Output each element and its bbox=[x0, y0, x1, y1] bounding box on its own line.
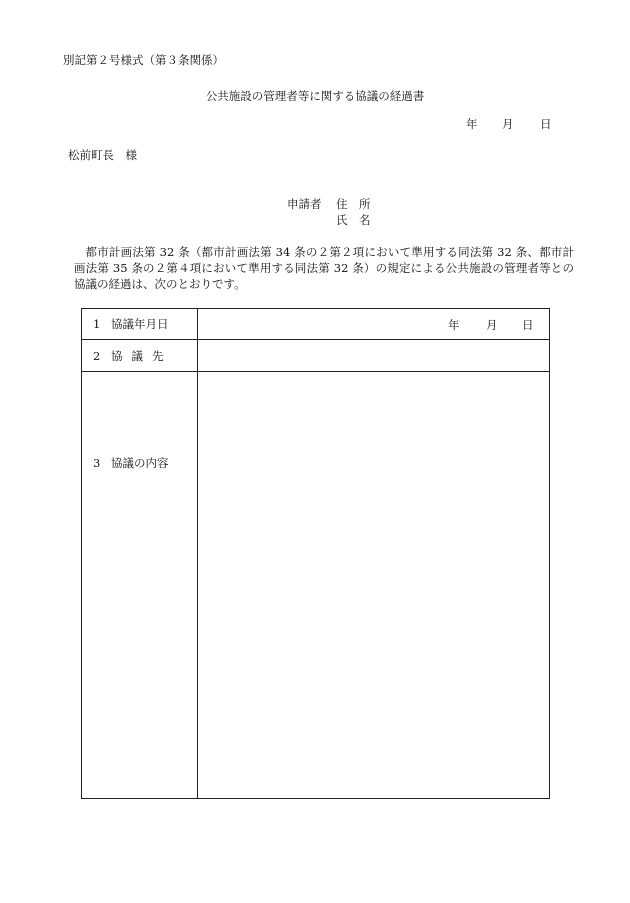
row-number: 3 bbox=[93, 456, 101, 470]
row-label: 協議年月日 bbox=[111, 317, 169, 331]
row-label: 協議の内容 bbox=[111, 456, 169, 470]
consultation-date-value-cell[interactable] bbox=[198, 309, 550, 340]
table-date-year: 年 bbox=[448, 318, 460, 332]
consultation-date-label-cell bbox=[82, 309, 198, 340]
table-date-day: 日 bbox=[522, 318, 534, 332]
row-number: 1 bbox=[93, 317, 101, 331]
consultation-partner-value-cell[interactable] bbox=[198, 340, 550, 372]
row-label: 協議先 bbox=[111, 348, 173, 363]
consultation-content-label-cell bbox=[82, 372, 198, 799]
consultation-partner-label-cell bbox=[82, 340, 198, 372]
form-number-label: 別記第２号様式（第３条関係） bbox=[63, 53, 224, 67]
applicant-label: 申請者 bbox=[287, 197, 322, 211]
table-date-month: 月 bbox=[486, 318, 498, 332]
addressee: 松前町長 様 bbox=[68, 148, 137, 162]
header-date-year: 年 bbox=[466, 117, 478, 131]
consultation-table bbox=[81, 308, 550, 799]
body-paragraph: 都市計画法第 32 条（都市計画法第 34 条の２第２項において準用する同法第 32 条、都市計画法第 35 条の２第４項において準用する同法第 32 条）の規定による公共施設の管理者等との協議の経過は、次のとおりです。 bbox=[74, 245, 574, 291]
consultation-content-value-cell[interactable] bbox=[198, 372, 550, 799]
row-number: 2 bbox=[93, 348, 101, 363]
document-title: 公共施設の管理者等に関する協議の経過書 bbox=[205, 89, 425, 103]
applicant-name-label: 氏 名 bbox=[336, 213, 371, 227]
table-row bbox=[82, 309, 550, 340]
table-row bbox=[82, 340, 550, 372]
table-row bbox=[82, 372, 550, 799]
header-date-day: 日 bbox=[540, 117, 552, 131]
applicant-address-label: 住 所 bbox=[336, 197, 371, 211]
header-date-month: 月 bbox=[502, 117, 514, 131]
